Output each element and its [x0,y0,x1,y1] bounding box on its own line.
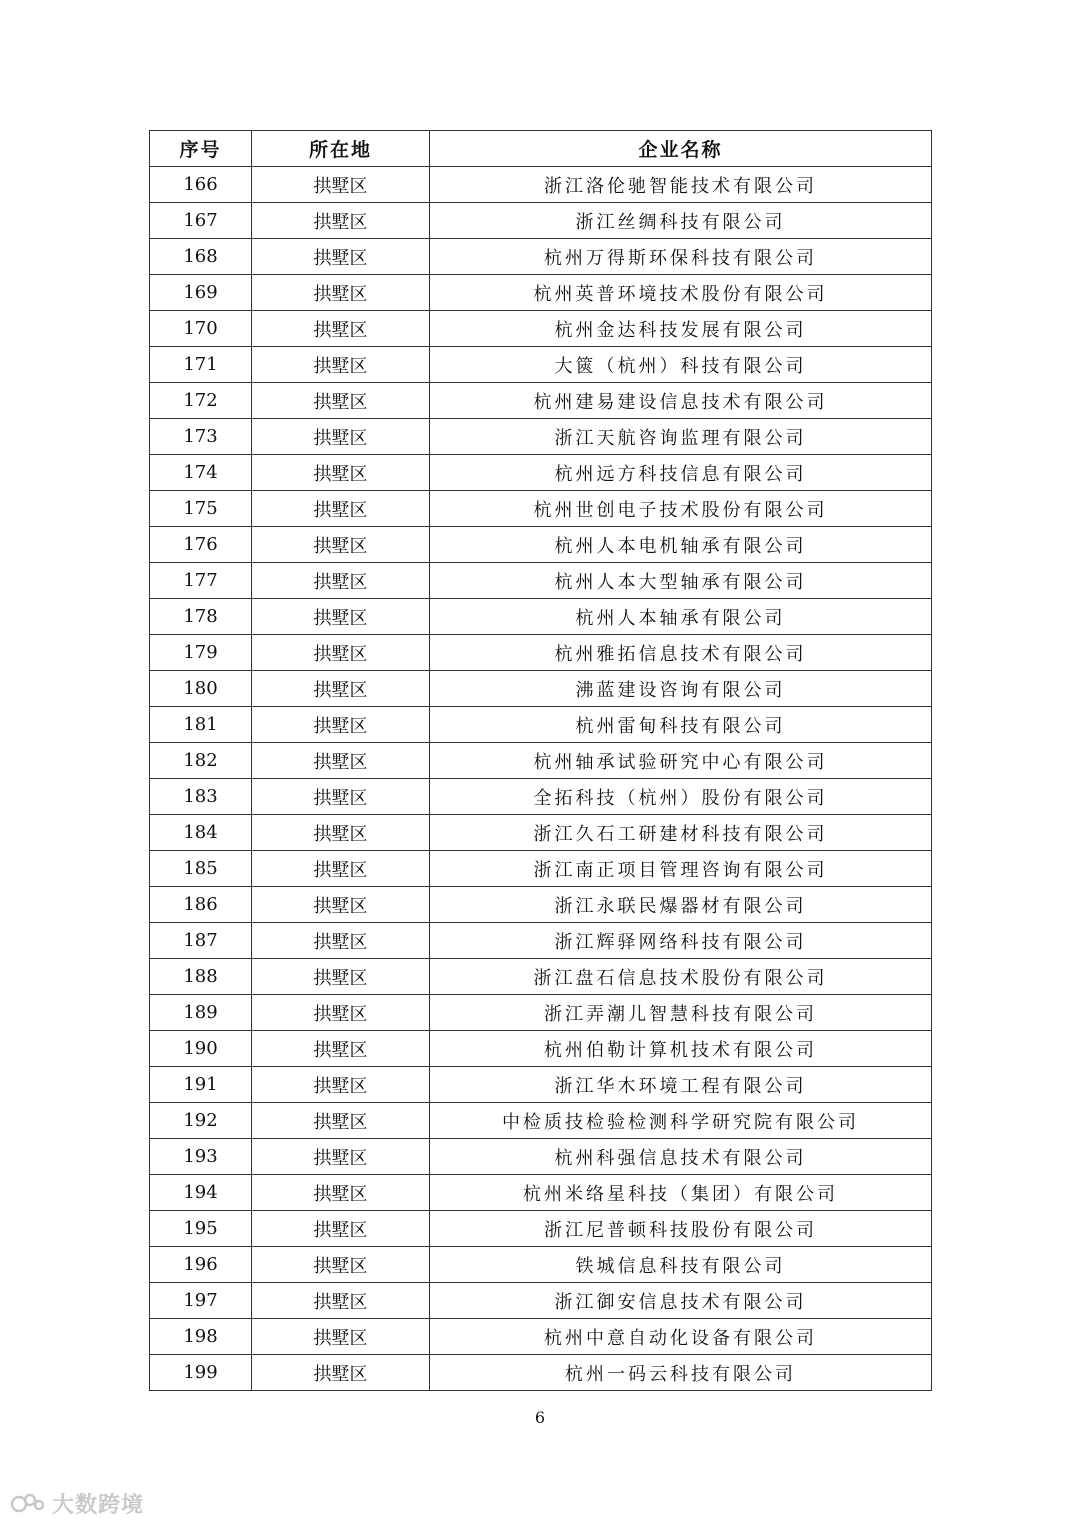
cell-company-name: 浙江御安信息技术有限公司 [430,1283,932,1319]
cell-company-name: 杭州雅拓信息技术有限公司 [430,635,932,671]
cell-location: 拱墅区 [252,1175,430,1211]
cell-company-name: 杭州建易建设信息技术有限公司 [430,383,932,419]
cell-company-name: 大篋（杭州）科技有限公司 [430,347,932,383]
table-row [150,419,932,455]
cell-location: 拱墅区 [252,1103,430,1139]
cell-company-name: 杭州人本大型轴承有限公司 [430,563,932,599]
table-row [150,347,932,383]
cell-location: 拱墅区 [252,311,430,347]
cell-serial-number: 190 [150,1031,252,1067]
cell-serial-number: 166 [150,167,252,203]
cell-serial-number: 181 [150,707,252,743]
cell-serial-number: 186 [150,887,252,923]
cell-company-name: 浙江南正项目管理咨询有限公司 [430,851,932,887]
cell-company-name: 杭州金达科技发展有限公司 [430,311,932,347]
cell-company-name: 浙江久石工研建材科技有限公司 [430,815,932,851]
table-row [150,887,932,923]
table-row [150,383,932,419]
cell-location: 拱墅区 [252,1139,430,1175]
cell-location: 拱墅区 [252,1031,430,1067]
cell-company-name: 杭州轴承试验研究中心有限公司 [430,743,932,779]
cell-serial-number: 170 [150,311,252,347]
watermark-text: 大数跨境 [52,1492,145,1518]
cell-company-name: 杭州世创电子技术股份有限公司 [430,491,932,527]
cell-company-name: 浙江弄潮儿智慧科技有限公司 [430,995,932,1031]
cell-serial-number: 175 [150,491,252,527]
cell-serial-number: 172 [150,383,252,419]
table-row [150,1031,932,1067]
cell-location: 拱墅区 [252,707,430,743]
cell-serial-number: 176 [150,527,252,563]
cell-serial-number: 169 [150,275,252,311]
cell-serial-number: 167 [150,203,252,239]
cell-company-name: 浙江盘石信息技术股份有限公司 [430,959,932,995]
cell-company-name: 浙江洛伦驰智能技术有限公司 [430,167,932,203]
cell-serial-number: 189 [150,995,252,1031]
table-row [150,995,932,1031]
table-row [150,239,932,275]
cell-location: 拱墅区 [252,743,430,779]
table-row [150,851,932,887]
header-company-name: 企业名称 [430,131,932,167]
cell-serial-number: 195 [150,1211,252,1247]
watermark [10,1488,144,1518]
cell-serial-number: 199 [150,1355,252,1391]
cell-serial-number: 168 [150,239,252,275]
cell-serial-number: 196 [150,1247,252,1283]
cell-serial-number: 178 [150,599,252,635]
cell-company-name: 杭州米络星科技（集团）有限公司 [430,1175,932,1211]
table-row [150,1175,932,1211]
cell-location: 拱墅区 [252,383,430,419]
table-header-row [150,131,932,167]
cell-serial-number: 198 [150,1319,252,1355]
cell-company-name: 浙江丝绸科技有限公司 [430,203,932,239]
cell-location: 拱墅区 [252,1283,430,1319]
cell-location: 拱墅区 [252,1319,430,1355]
header-serial-number: 序号 [150,131,252,167]
cell-location: 拱墅区 [252,275,430,311]
cell-location: 拱墅区 [252,419,430,455]
cell-location: 拱墅区 [252,167,430,203]
cell-company-name: 杭州一码云科技有限公司 [430,1355,932,1391]
table-row [150,1283,932,1319]
cell-serial-number: 192 [150,1103,252,1139]
cell-location: 拱墅区 [252,1247,430,1283]
table-row [150,491,932,527]
cell-location: 拱墅区 [252,491,430,527]
cell-location: 拱墅区 [252,239,430,275]
cell-location: 拱墅区 [252,635,430,671]
cell-company-name: 杭州人本轴承有限公司 [430,599,932,635]
table-row [150,743,932,779]
table-row [150,671,932,707]
table-row [150,1319,932,1355]
cell-company-name: 沸蓝建设咨询有限公司 [430,671,932,707]
page-number: 6 [534,1408,546,1427]
table-row [150,1211,932,1247]
cell-company-name: 浙江天航咨询监理有限公司 [430,419,932,455]
table-body [150,167,932,1391]
cell-location: 拱墅区 [252,671,430,707]
table-row [150,1067,932,1103]
cell-location: 拱墅区 [252,527,430,563]
table-row [150,527,932,563]
cell-serial-number: 185 [150,851,252,887]
cell-company-name: 浙江永联民爆器材有限公司 [430,887,932,923]
cell-location: 拱墅区 [252,347,430,383]
cell-location: 拱墅区 [252,887,430,923]
cell-location: 拱墅区 [252,563,430,599]
cell-location: 拱墅区 [252,959,430,995]
cell-serial-number: 180 [150,671,252,707]
cell-company-name: 全拓科技（杭州）股份有限公司 [430,779,932,815]
table-row [150,923,932,959]
table-row [150,635,932,671]
cell-company-name: 浙江尼普顿科技股份有限公司 [430,1211,932,1247]
cell-company-name: 浙江华木环境工程有限公司 [430,1067,932,1103]
table-row [150,599,932,635]
cell-location: 拱墅区 [252,1211,430,1247]
cell-company-name: 杭州远方科技信息有限公司 [430,455,932,491]
cell-location: 拱墅区 [252,1355,430,1391]
cell-company-name: 杭州伯勒计算机技术有限公司 [430,1031,932,1067]
cell-serial-number: 177 [150,563,252,599]
cell-serial-number: 179 [150,635,252,671]
table-row [150,779,932,815]
cell-serial-number: 191 [150,1067,252,1103]
cell-serial-number: 171 [150,347,252,383]
cell-serial-number: 187 [150,923,252,959]
cell-company-name: 中检质技检验检测科学研究院有限公司 [430,1103,932,1139]
cell-serial-number: 184 [150,815,252,851]
cell-serial-number: 182 [150,743,252,779]
table-row [150,203,932,239]
table-row [150,707,932,743]
table-row [150,275,932,311]
cell-location: 拱墅区 [252,1067,430,1103]
cell-serial-number: 194 [150,1175,252,1211]
table-row [150,815,932,851]
cell-location: 拱墅区 [252,203,430,239]
table-row [150,167,932,203]
cell-serial-number: 173 [150,419,252,455]
table-row [150,455,932,491]
cell-location: 拱墅区 [252,851,430,887]
watermark-logo-icon [10,1491,46,1515]
cell-location: 拱墅区 [252,779,430,815]
cell-company-name: 杭州人本电机轴承有限公司 [430,527,932,563]
cell-company-name: 杭州雷甸科技有限公司 [430,707,932,743]
cell-company-name: 铁城信息科技有限公司 [430,1247,932,1283]
table-row [150,1139,932,1175]
cell-serial-number: 193 [150,1139,252,1175]
table-row [150,1247,932,1283]
cell-serial-number: 183 [150,779,252,815]
cell-company-name: 杭州万得斯环保科技有限公司 [430,239,932,275]
cell-location: 拱墅区 [252,923,430,959]
header-location: 所在地 [252,131,430,167]
cell-company-name: 杭州中意自动化设备有限公司 [430,1319,932,1355]
cell-location: 拱墅区 [252,599,430,635]
table-row [150,1355,932,1391]
cell-location: 拱墅区 [252,995,430,1031]
table-row [150,959,932,995]
cell-location: 拱墅区 [252,815,430,851]
company-table [149,130,932,1391]
cell-serial-number: 197 [150,1283,252,1319]
table-row [150,1103,932,1139]
cell-serial-number: 174 [150,455,252,491]
table-row [150,311,932,347]
cell-company-name: 杭州科强信息技术有限公司 [430,1139,932,1175]
cell-company-name: 杭州英普环境技术股份有限公司 [430,275,932,311]
table-row [150,563,932,599]
cell-serial-number: 188 [150,959,252,995]
cell-location: 拱墅区 [252,455,430,491]
cell-company-name: 浙江辉驿网络科技有限公司 [430,923,932,959]
